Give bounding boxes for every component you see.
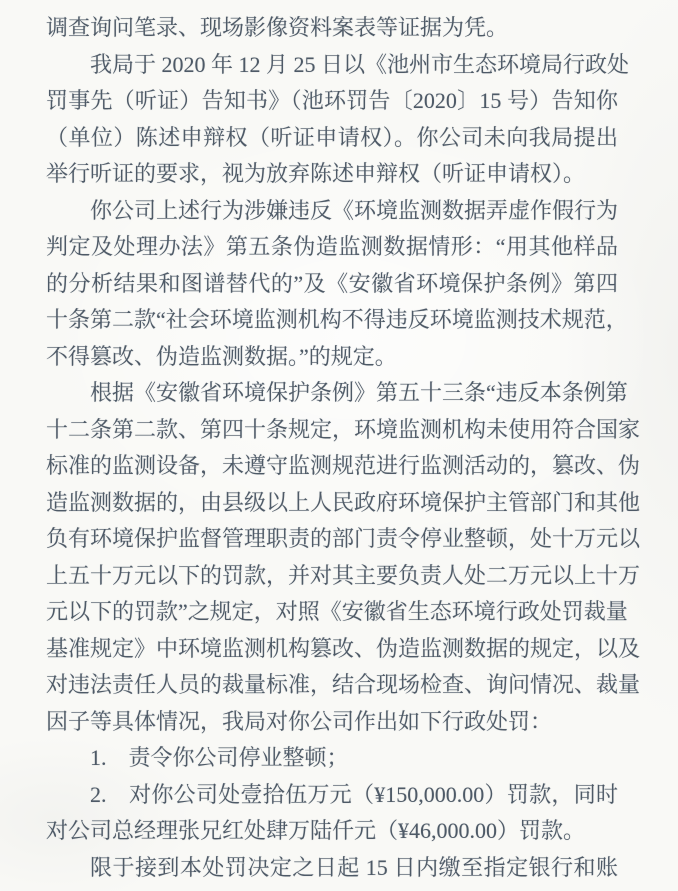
text-line: 的分析结果和图谱替代的”及《安徽省环境保护条例》第四 [46, 270, 618, 296]
text-line: 十二条第二款、第四十条规定，环境监测机构未使用符合国家 [46, 416, 641, 442]
text-line: 对公司总经理张兄红处肆万陆仟元（¥46,000.00）罚款。 [46, 818, 586, 843]
text-line: 十条第二款“社会环境监测机构不得违反环境监测技术规范， [46, 307, 628, 332]
text-line: 不得篡改、伪造监测数据。”的规定。 [46, 343, 397, 369]
paragraph [46, 193, 628, 376]
text-line: 负有环境保护监督管理职责的部门责令停业整顿，处十万元以 [46, 526, 641, 551]
text-line: 我局于 2020 年 12 月 25 日以《池州市生态环境局行政处 [90, 51, 630, 77]
text-line: 上五十万元以下的罚款，并对其主要负责人处二万元以上十万 [46, 562, 641, 588]
text-line: 罚事先（听证）告知书》（池环罚告〔2020〕15 号）告知你 [46, 88, 618, 113]
text-line: （单位）陈述申辩权（听证申请权）。你公司未向我局提出 [46, 124, 618, 150]
text-line: 举行听证的要求，视为放弃陈述申辩权（听证申请权）。 [46, 161, 586, 186]
paragraph [46, 777, 618, 850]
text-line: 标准的监测设备，未遵守监测规范进行监测活动的，篡改、伪 [46, 453, 641, 478]
paragraph [46, 850, 618, 887]
text-line: 1. 责令你公司停业整顿； [90, 745, 349, 770]
document-body [46, 10, 641, 886]
text-line: 根据《安徽省环境保护条例》第五十三条“违反本条例第 [90, 380, 628, 405]
text-line: 限于接到本处罚决定之日起 15 日内缴至指定银行和账 [90, 854, 618, 880]
text-line: 造监测数据的，由县级以上人民政府环境保护主管部门和其他 [46, 489, 641, 515]
text-line: 你公司上述行为涉嫌违反《环境监测数据弄虚作假行为 [90, 197, 619, 223]
text-line: 对违法责任人员的裁量标准，结合现场检查、询问情况、裁量 [46, 672, 641, 697]
paragraph [46, 47, 630, 193]
paragraph [46, 375, 641, 740]
paragraph [46, 10, 618, 47]
text-line: 2. 对你公司处壹拾伍万元（¥150,000.00）罚款，同时 [90, 781, 618, 807]
text-line: 判定及处理办法》第五条伪造监测数据情形：“用其他样品 [46, 234, 618, 259]
paragraph [46, 740, 618, 777]
text-line: 因子等具体情况，我局对你公司作出如下行政处罚： [46, 708, 553, 734]
text-line: 调查询问笔录、现场影像资料案表等证据为凭。 [46, 15, 509, 40]
text-line: 元以下的罚款”之规定，对照《安徽省生态环境行政处罚裁量 [46, 599, 628, 624]
text-line: 基准规定》中环境监测机构篡改、伪造监测数据的规定，以及 [46, 635, 641, 661]
